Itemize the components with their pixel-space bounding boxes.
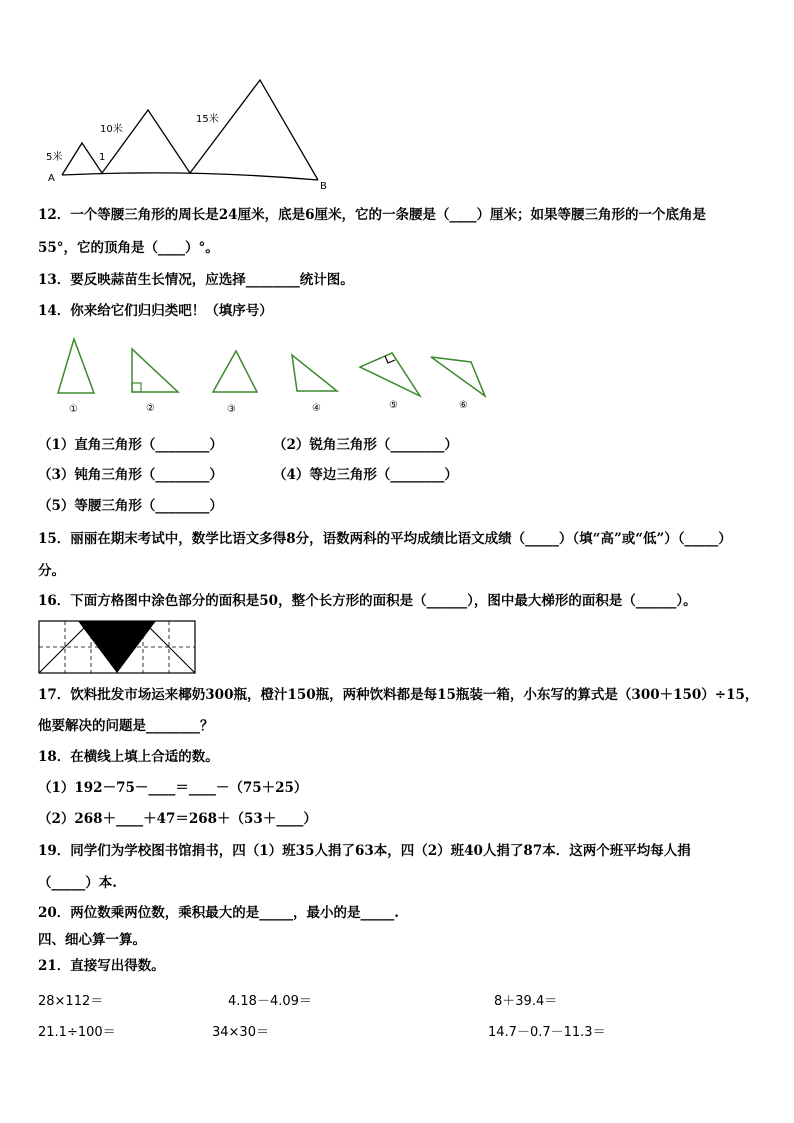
q21-title: 21．直接写出得数。 [38, 958, 165, 974]
q12-line1: 12．一个等腰三角形的周长是24厘米，底是6厘米，它的一条腰是（____）厘米；如果等腰三角形的一个底角是 [38, 207, 706, 223]
label-b: B [320, 181, 327, 192]
label-15m: 15米 [196, 114, 219, 125]
section4-title: 四、细心算一算。 [38, 932, 146, 948]
q14-blank-5: （5）等腰三角形（________） [38, 498, 223, 514]
grid-rectangle-figure [38, 620, 198, 674]
shape-number-2: ② [146, 403, 155, 414]
q20-line1: 20．两位数乘两位数，乘积最大的是_____，最小的是_____. [38, 905, 399, 921]
shape-number-6: ⑥ [459, 400, 468, 411]
q17-line1: 17．饮料批发市场运来椰奶300瓶，橙汁150瓶，两种饮料都是每15瓶装一箱，小东写的算式是（300＋150）÷15， [38, 687, 759, 703]
q19-line1: 19．同学们为学校图书馆捐书，四（1）班35人捐了63本，四（2）班40人捐了87本．这两个班平均每人捐 [38, 843, 691, 859]
calc-item-5: 34×30＝ [212, 1025, 269, 1040]
q12-line2: 55°，它的顶角是（____）°。 [38, 240, 219, 256]
calc-item-4: 21.1÷100＝ [38, 1025, 116, 1040]
q15-line2: 分。 [38, 563, 65, 579]
q14-title: 14．你来给它们归归类吧！（填序号） [38, 303, 273, 319]
q14-blank-1: （1）直角三角形（________） [38, 437, 223, 453]
q19-line2: （_____）本. [38, 875, 117, 891]
q17-line2: 他要解决的问题是________？ [38, 718, 214, 734]
q15-line1: 15．丽丽在期末考试中，数学比语文多得8分，语数两科的平均成绩比语文成绩（_____）（填“高”或“低”）（_____） [38, 531, 732, 547]
right-angle-mark-2 [132, 383, 141, 392]
triangle-4 [292, 355, 337, 391]
right-angle-mark-5 [385, 356, 395, 363]
triangle-5 [360, 353, 420, 396]
triangle-2 [132, 349, 178, 392]
shape-number-5: ⑤ [389, 400, 398, 411]
q13-line1: 13．要反映蒜苗生长情况，应选择________统计图。 [38, 272, 354, 288]
q14-blank-2: （2）锐角三角形（________） [273, 437, 458, 453]
label-10m: 10米 [100, 124, 123, 135]
calc-item-3: 8＋39.4＝ [494, 994, 558, 1009]
calc-item-1: 28×112＝ [38, 994, 104, 1009]
q16-line1: 16．下面方格图中涂色部分的面积是50，整个长方形的面积是（______），图中最大梯形的面积是（______）。 [38, 593, 697, 609]
q18-part2: （2）268＋____＋47＝268＋（53＋____） [38, 811, 317, 827]
calc-item-6: 14.7－0.7－11.3＝ [488, 1025, 606, 1040]
shape-number-1: ① [69, 404, 78, 415]
triangle-1 [58, 339, 94, 393]
triangle-shapes [50, 335, 510, 415]
shape-number-4: ④ [312, 403, 321, 414]
q14-blank-3: （3）钝角三角形（________） [38, 467, 223, 483]
label-5m: 5米 [46, 152, 63, 163]
triangle-3 [213, 351, 257, 392]
q18-title: 18．在横线上填上合适的数。 [38, 749, 219, 765]
triangle-6 [431, 357, 485, 396]
mountain-figure [40, 75, 340, 195]
calc-item-2: 4.18－4.09＝ [228, 994, 312, 1009]
q14-blank-4: （4）等边三角形（________） [273, 467, 458, 483]
shape-number-3: ③ [227, 404, 236, 415]
q18-part1: （1）192－75－____＝____－（75＋25） [38, 780, 308, 796]
label-1: 1 [99, 152, 106, 163]
label-a: A [48, 173, 55, 184]
